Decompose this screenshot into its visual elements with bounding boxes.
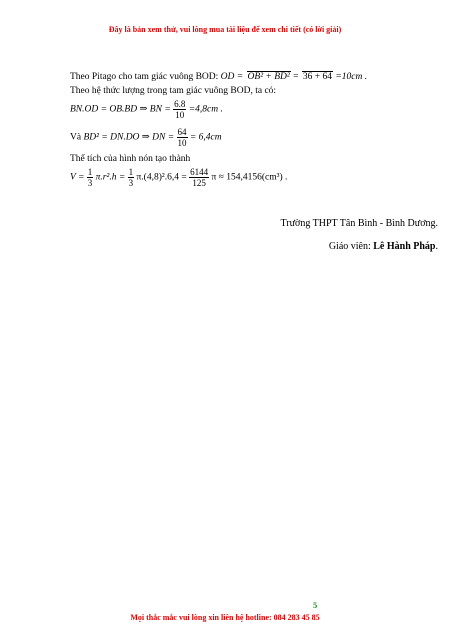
teacher-end: . — [435, 241, 438, 252]
relation-intro: Theo hệ thức lượng trong tam giác vuông BOD, ta có: — [70, 86, 277, 96]
bn-fraction — [173, 99, 186, 120]
page-number: 5 — [313, 600, 318, 610]
volume-mid-2: π.(4,8)².6,4 = — [136, 172, 187, 183]
dn-formula-line — [70, 127, 222, 148]
dn-fraction — [177, 127, 188, 148]
one-third-fraction-1 — [87, 167, 94, 188]
od-result: =10cm . — [335, 72, 368, 82]
one-third-den-1: 3 — [87, 178, 93, 188]
volume-formula-line — [70, 167, 287, 188]
equals-sign: = — [293, 72, 299, 82]
volume-mid-1: π.r².h = — [95, 172, 126, 183]
volume-v: V = — [70, 172, 85, 183]
pythagoras-text: Theo Pitago cho tam giác vuông BOD: — [70, 72, 219, 82]
sqrt-36-64: 36 + 64 — [302, 72, 332, 82]
volume-intro: Thể tích của hình nón tạo thành — [70, 154, 191, 164]
one-third-num-1: 1 — [87, 167, 93, 177]
dn-fraction-den: 10 — [177, 138, 187, 148]
bn-fraction-den: 10 — [175, 110, 185, 120]
pythagoras-line — [70, 71, 367, 83]
bn-formula-line — [70, 99, 223, 120]
sqrt-ob-bd: OB² + BD² — [247, 72, 290, 82]
volume-fraction-den: 125 — [192, 178, 206, 188]
dn-formula-pre: BD² = DN.DO ⇒ DN = — [83, 132, 175, 143]
teacher-line — [329, 241, 438, 252]
one-third-num-2: 1 — [128, 167, 134, 177]
preview-banner: Đây là bản xem thử, vui lòng mua tài liệu để xem chi tiết (có lời giải) — [108, 25, 342, 34]
va-word: Và — [70, 132, 82, 143]
bn-formula-pre: BN.OD = OB.BD ⇒ BN = — [70, 104, 171, 115]
teacher-name: Lê Hành Pháp — [373, 241, 436, 252]
dn-formula-post: = 6,4cm — [189, 132, 222, 143]
hotline-footer: Mọi thắc mắc vui lòng xin liên hệ hotline: 084 283 45 85 — [130, 613, 320, 622]
dn-fraction-num: 64 — [177, 127, 187, 137]
volume-fraction — [189, 167, 209, 188]
od-lhs: OD = — [220, 72, 244, 82]
volume-result: π ≈ 154,4156(cm³) . — [211, 172, 288, 183]
school-name: Trường THPT Tân Bình - Bình Dương. — [280, 218, 438, 229]
bn-formula-post: =4,8cm . — [188, 104, 223, 115]
volume-fraction-num: 6144 — [190, 167, 209, 177]
one-third-den-2: 3 — [128, 178, 134, 188]
one-third-fraction-2 — [128, 167, 135, 188]
teacher-label: Giáo viên: — [328, 241, 371, 252]
bn-fraction-num: 6.8 — [174, 99, 186, 109]
